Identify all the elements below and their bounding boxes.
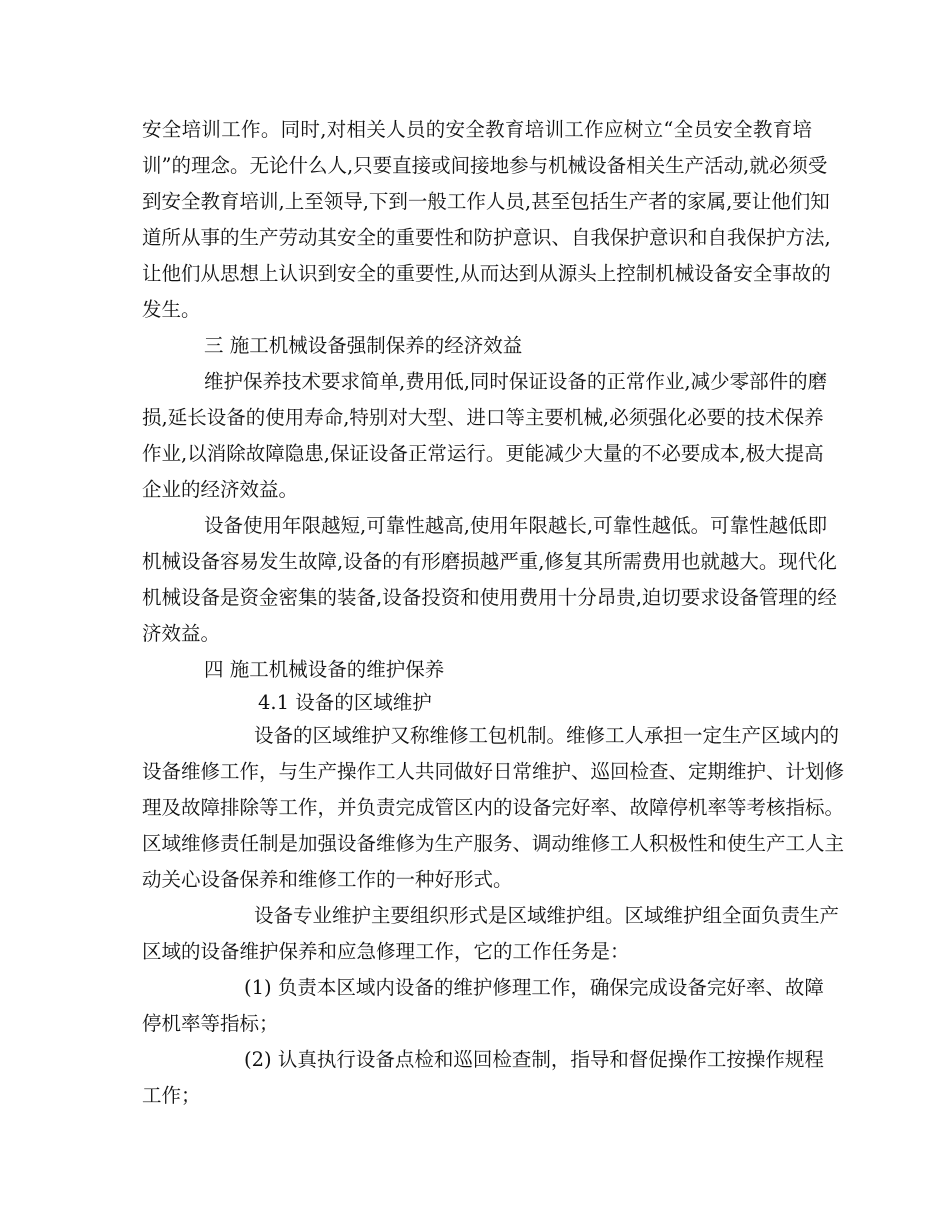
paragraph-reliability-line-4: 济效益。 — [142, 622, 221, 645]
paragraph-maintenance-line-2: 损,延长设备的使用寿命,特别对大型、进口等主要机械,必须强化必要的技术保养 — [142, 406, 824, 429]
paragraph-group-line-1: 设备专业维护主要组织形式是区域维护组。区域维护组全面负责生产 — [254, 904, 840, 927]
paragraph-maintenance-line-1: 维护保养技术要求简单,费用低,同时保证设备的正常作业,减少零部件的磨 — [204, 370, 828, 393]
section-4-heading: 四 施工机械设备的维护保养 — [204, 658, 445, 681]
paragraph-intro-line-1: 安全培训工作。同时,对相关人员的安全教育培训工作应树立“全员安全教育培 — [142, 118, 812, 141]
list-item-1-line-1: (1) 负责本区域内设备的维护修理工作，确保完成设备完好率、故障 — [244, 976, 824, 999]
paragraph-reliability-line-3: 机械设备是资金密集的装备,设备投资和使用费用十分昂贵,迫切要求设备管理的经 — [142, 586, 837, 609]
paragraph-group-line-2: 区域的设备维护保养和应急修理工作，它的工作任务是： — [142, 940, 630, 963]
paragraph-area-line-1: 设备的区域维护又称维修工包机制。维修工人承担一定生产区域内的 — [254, 724, 840, 747]
paragraph-reliability-line-1: 设备使用年限越短,可靠性越高,使用年限越长,可靠性越低。可靠性越低即 — [204, 514, 828, 537]
paragraph-maintenance-line-3: 作业,以消除故障隐患,保证设备正常运行。更能减少大量的不必要成本,极大提高 — [142, 442, 824, 465]
paragraph-reliability-line-2: 机械设备容易发生故障,设备的有形磨损越严重,修复其所需费用也就越大。现代化 — [142, 550, 837, 573]
paragraph-intro-line-2: 训”的理念。无论什么人,只要直接或间接地参与机械设备相关生产活动,就必须受 — [142, 154, 828, 177]
section-3-heading: 三 施工机械设备强制保养的经济效益 — [204, 334, 523, 357]
paragraph-area-line-4: 区域维修责任制是加强设备维修为生产服务、调动维修工人积极性和使生产工人主 — [142, 832, 845, 855]
paragraph-intro-line-6: 发生。 — [142, 298, 201, 321]
list-item-1-line-2: 停机率等指标； — [142, 1012, 279, 1035]
paragraph-maintenance-line-4: 企业的经济效益。 — [142, 478, 299, 501]
paragraph-intro-line-3: 到安全教育培训,上至领导,下到一般工作人员,甚至包括生产者的家属,要让他们知 — [142, 190, 830, 213]
paragraph-intro-line-4: 道所从事的生产劳动其安全的重要性和防护意识、自我保护意识和自我保护方法, — [142, 226, 831, 249]
paragraph-area-line-2: 设备维修工作，与生产操作工人共同做好日常维护、巡回检查、定期维护、计划修 — [142, 760, 845, 783]
list-item-2-line-2: 工作； — [142, 1084, 201, 1107]
subsection-4-1-heading: 4.1 设备的区域维护 — [258, 691, 432, 714]
paragraph-intro-line-5: 让他们从思想上认识到安全的重要性,从而达到从源头上控制机械设备安全事故的 — [142, 262, 831, 285]
paragraph-area-line-5: 动关心设备保养和维修工作的一种好形式。 — [142, 868, 513, 891]
list-item-2-line-1: (2) 认真执行设备点检和巡回检查制，指导和督促操作工按操作规程 — [244, 1048, 824, 1071]
paragraph-area-line-3: 理及故障排除等工作，并负责完成管区内的设备完好率、故障停机率等考核指标。 — [142, 796, 845, 819]
